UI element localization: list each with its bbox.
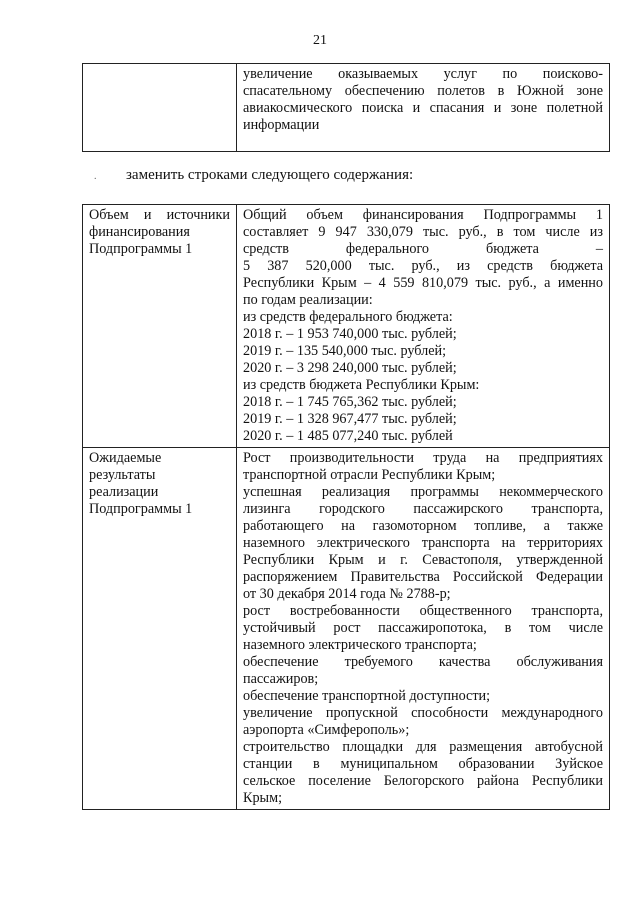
text-line: 2020 г. – 3 298 240,000 тыс. рублей; [243,360,457,376]
text-line: 5 387 520,000 тыс. руб., из средств бюджета [243,258,603,274]
label-line: результаты [89,467,156,483]
text-line: лизинга городского пассажирского транспорта, [243,501,603,517]
text-line: информации [243,117,320,133]
text-line: аэропорта «Симферополь»; [243,722,410,738]
page-number: 21 [313,33,327,48]
text-line: сельское поселение Белогорского района Республики [243,773,603,789]
text-line: наземного электрического транспорта на территориях [243,535,603,551]
text-line: устойчивый рост пассажиропотока, в том числе [243,620,603,636]
label-line: Подпрограммы 1 [89,241,193,257]
row-label-cell [83,205,237,448]
text-line: спасательному обеспечению полетов в Южной зоне [243,83,603,99]
text-line: 2018 г. – 1 953 740,000 тыс. рублей; [243,326,457,342]
table-row [83,64,610,152]
text-line: увеличение пропускной способности международного [243,705,603,721]
instruction-text: заменить строками следующего содержания: [126,167,414,183]
text-line: по годам реализации: [243,292,373,308]
text-line: работающего на газомоторном топливе, а также [243,518,603,534]
label-line: реализации [89,484,159,500]
text-line: успешная реализация программы некоммерческого [243,484,603,500]
text-line: от 30 декабря 2014 года № 2788-р; [243,586,451,602]
text-line: Общий объем финансирования Подпрограммы 1 [243,207,603,223]
label-line: Ожидаемые [89,450,162,466]
label-line: финансирования [89,224,190,240]
text-line: Крым; [243,790,283,806]
text-line: Республики Крым и г. Севастополя, утвержденной [243,552,603,568]
text-line: Рост производительности труда на предприятиях [243,450,603,466]
text-line: 2018 г. – 1 745 765,362 тыс. рублей; [243,394,457,410]
text-line: авиакосмического поиска и спасания и зоне полетной [243,100,603,116]
financing-cell [237,205,610,448]
text-line: составляет 9 947 330,079 тыс. руб., в том числе из [243,224,603,240]
label-line: Подпрограммы 1 [89,501,193,517]
table-row [83,448,610,810]
text-line: обеспечение транспортной доступности; [243,688,491,704]
text-line: 2020 г. – 1 485 077,240 тыс. рублей [243,428,453,444]
text-line: увеличение оказываемых услуг по поисково- [243,66,603,82]
text-line: 2019 г. – 135 540,000 тыс. рублей; [243,343,447,359]
bullet-mark: . [94,171,97,182]
text-line: рост востребованности общественного транспорта, [243,603,603,619]
previous-table-fragment [82,63,610,152]
results-cell [237,448,610,810]
text-line: распоряжением Правительства Российской Федерации [243,569,603,585]
text-line: строительство площадки для размещения автобусной [243,739,603,755]
text-line: станции в муниципальном образовании Зуйское [243,756,603,772]
row-label-cell [83,448,237,810]
label-line: Объем и источники [89,207,230,223]
empty-label-cell [83,64,237,152]
content-cell [237,64,610,152]
text-line: из средств федерального бюджета: [243,309,453,325]
replacement-table [82,204,610,810]
text-line: Республики Крым – 4 559 810,079 тыс. руб., а именно [243,275,603,291]
text-line: средств федерального бюджета – [243,241,603,257]
text-line: 2019 г. – 1 328 967,477 тыс. рублей; [243,411,457,427]
text-line: из средств бюджета Республики Крым: [243,377,480,393]
text-line: транспортной отрасли Республики Крым; [243,467,496,483]
text-line: обеспечение требуемого качества обслуживания [243,654,603,670]
text-line: наземного электрического транспорта; [243,637,477,653]
text-line: пассажиров; [243,671,319,687]
table-row [83,205,610,448]
